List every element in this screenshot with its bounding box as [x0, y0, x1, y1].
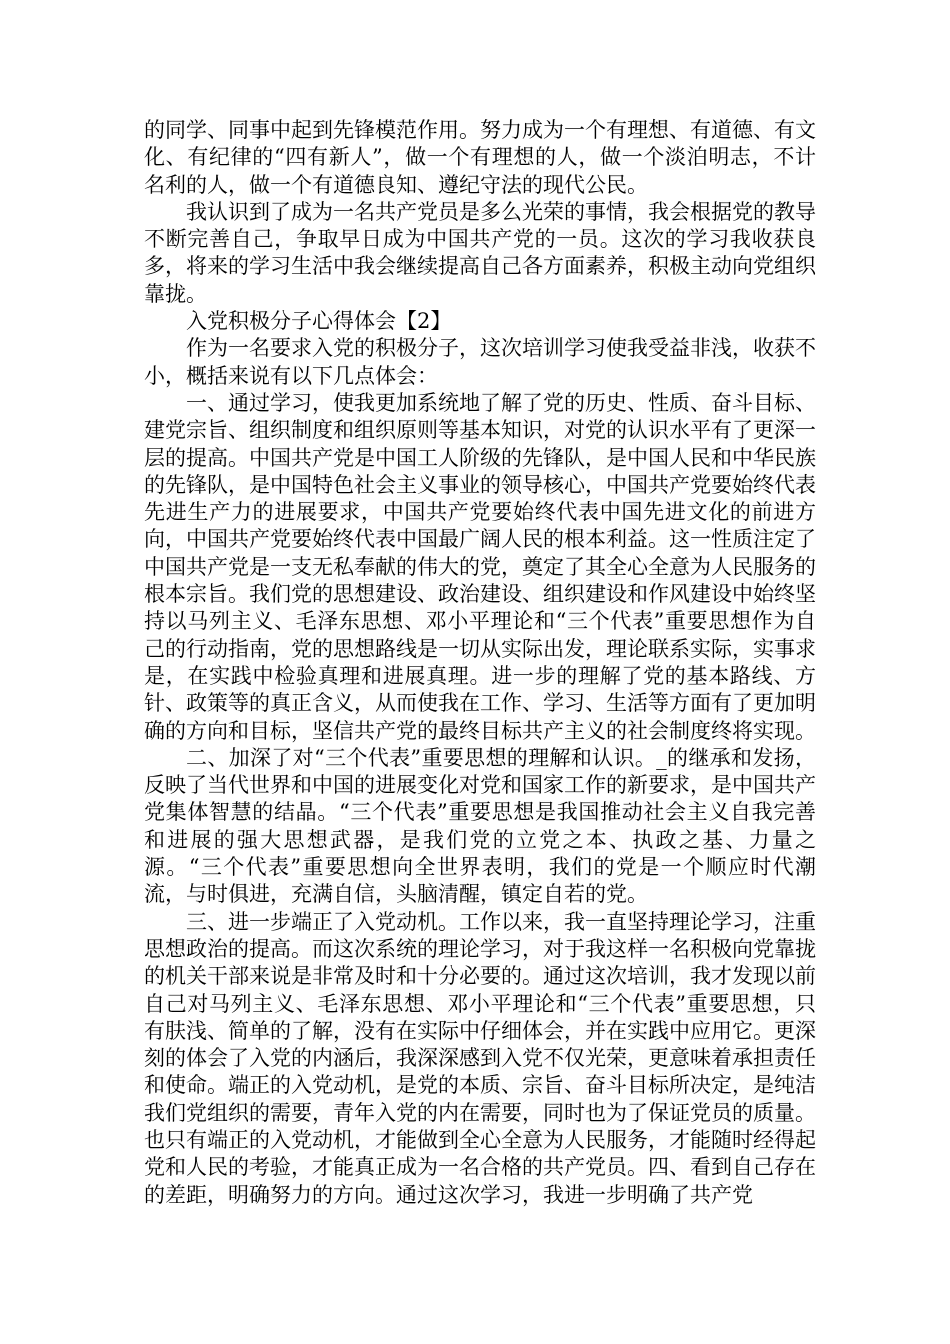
- section-heading: 入党积极分子心得体会【2】: [186, 309, 452, 334]
- body-text: [144, 117, 816, 1209]
- paragraph-point-two: 二、加深了对“三个代表”重要思想的理解和认识。_的继承和发扬，反映了当代世界和中国的进展变化对党和国家工作的新要求，是中国共产党集体智慧的结晶。“三个代表”重要思想是我国推动社会主义自我完善和进展的强大思想武器，是我们党的立党之本、执政之基、力量之源。“三个代表”重要思想向全世界表明，我们的党是一个顺应时代潮流，与时俱进，充满自信，头脑清醒，镇定自若的党。: [144, 745, 816, 907]
- paragraph-point-one: 一、通过学习，使我更加系统地了解了党的历史、性质、奋斗目标、建党宗旨、组织制度和组织原则等基本知识，对党的认识水平有了更深一层的提高。中国共产党是中国工人阶级的先锋队，是中国人民和中华民族的先锋队，是中国特色社会主义事业的领导核心，中国共产党要始终代表先进生产力的进展要求，中国共产党要始终代表中国先进文化的前进方向，中国共产党要始终代表中国最广阔人民的根本利益。这一性质注定了中国共产党是一支无私奉献的伟大的党，奠定了其全心全意为人民服务的根本宗旨。我们党的思想建设、政治建设、组织建设和作风建设中始终坚持以马列主义、毛泽东思想、邓小平理论和“三个代表”重要思想作为自己的行动指南，党的思想路线是一切从实际出发，理论联系实际，实事求是，在实践中检验真理和进展真理。进一步的理解了党的基本路线、方针、政策等的真正含义，从而使我在工作、学习、生活等方面有了更加明确的方向和目标，坚信共产党的最终目标共产主义的社会制度终将实现。: [144, 390, 816, 743]
- paragraph-continuation: 的同学、同事中起到先锋模范作用。努力成为一个有理想、有道德、有文化、有纪律的“四有新人”，做一个有理想的人，做一个淡泊明志，不计名利的人，做一个有道德良知、遵纪守法的现代公民。: [144, 118, 816, 197]
- paragraph-party-honor: 我认识到了成为一名共产党员是多么光荣的事情，我会根据党的教导不断完善自己，争取早日成为中国共产党的一员。这次的学习我收获良多，将来的学习生活中我会继续提高自己各方面素养，积极主动向党组织靠拢。: [144, 199, 816, 306]
- paragraph-intro: 作为一名要求入党的积极分子，这次培训学习使我受益非浅，收获不小，概括来说有以下几点体会：: [144, 336, 816, 388]
- paragraph-point-three: 三、进一步端正了入党动机。工作以来，我一直坚持理论学习，注重思想政治的提高。而这次系统的理论学习，对于我这样一名积极向党靠拢的机关干部来说是非常及时和十分必要的。通过这次培训，我才发现以前自己对马列主义、毛泽东思想、邓小平理论和“三个代表”重要思想，只有肤浅、简单的了解，没有在实际中仔细体会，并在实践中应用它。更深刻的体会了入党的内涵后，我深深感到入党不仅光荣，更意味着承担责任和使命。端正的入党动机，是党的本质、宗旨、奋斗目标所决定，是纯洁我们党组织的需要，青年入党的内在需要，同时也为了保证党员的质量。也只有端正的入党动机，才能做到全心全意为人民服务，才能随时经得起党和人民的考验，才能真正成为一名合格的共产党员。四、看到自己存在的差距，明确努力的方向。通过这次学习，我进一步明确了共产党: [144, 909, 816, 1207]
